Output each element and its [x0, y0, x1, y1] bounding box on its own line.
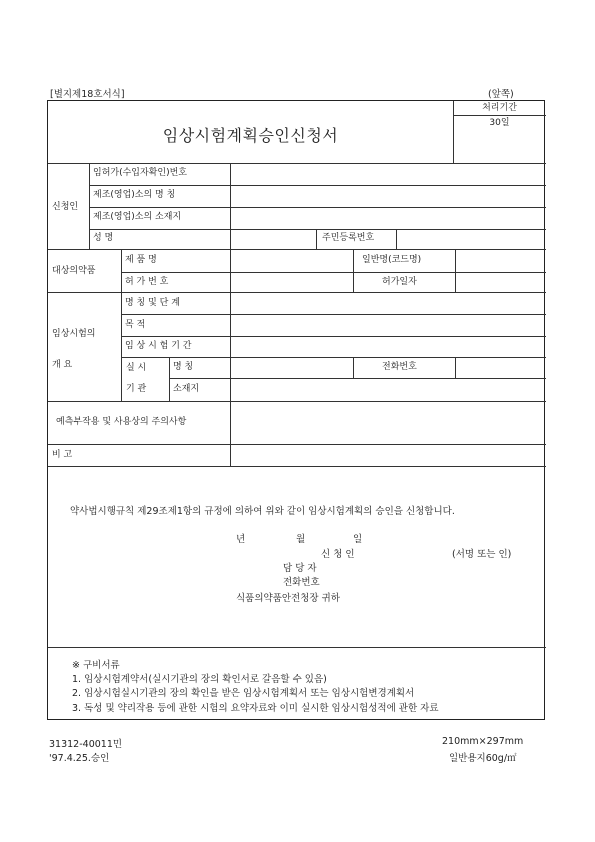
trial-period-label: 임 상 시 험 기 간 — [125, 341, 192, 351]
remarks-label: 비 고 — [52, 450, 73, 460]
signature-or-seal-label: (서명 또는 인) — [452, 549, 512, 560]
product-name-label: 제 품 명 — [125, 255, 157, 265]
permit-date-field[interactable] — [456, 273, 545, 292]
contact-phone-label: 전화번호 — [283, 577, 320, 588]
recipient-label: 식품의약품안전청장 귀하 — [236, 593, 340, 604]
purpose-label: 목 적 — [125, 320, 146, 330]
site-label-2: 기 관 — [126, 384, 147, 394]
applicant-sign-label: 신 청 인 — [321, 549, 355, 560]
site-phone-label: 전화번호 — [382, 362, 417, 372]
resident-number-label: 주민등록번호 — [322, 233, 375, 243]
paper-type: 일반용지60g/㎡ — [449, 753, 517, 764]
required-document-item: 2. 임상시험실시기관의 장의 확인을 받은 임상시험계획서 또는 임상시험변경계획서 — [72, 688, 415, 699]
applicant-name-field[interactable] — [231, 230, 316, 249]
processing-period-value: 30일 — [489, 118, 510, 128]
maker-name-label: 제조(영업)소의 명 칭 — [93, 190, 176, 200]
trial-period-field[interactable] — [231, 337, 545, 357]
site-address-field[interactable] — [231, 379, 545, 401]
generic-name-label: 일반명(코드명) — [362, 255, 422, 265]
site-label-1: 실 시 — [126, 363, 147, 373]
person-in-charge-label: 담 당 자 — [283, 563, 317, 574]
date-day-label: 일 — [353, 534, 363, 545]
remarks-field[interactable] — [231, 445, 545, 466]
form-code: 31312-40011민 — [49, 739, 123, 750]
application-form — [47, 100, 545, 720]
generic-name-field[interactable] — [456, 250, 545, 272]
page-side-label: (앞쪽) — [488, 89, 514, 100]
permit-date-label: 허가일자 — [382, 277, 417, 287]
overview-section-label: 임상시험의 — [52, 329, 96, 339]
drug-permit-number-field[interactable] — [231, 273, 353, 292]
drug-permit-number-label: 허 가 번 호 — [125, 277, 169, 287]
product-name-field[interactable] — [231, 250, 353, 272]
site-name-field[interactable] — [231, 358, 353, 378]
maker-address-label: 제조(영업)소의 소재지 — [93, 212, 182, 222]
site-name-label: 명 칭 — [173, 362, 194, 372]
applicant-name-label: 성 명 — [93, 233, 114, 243]
site-phone-field[interactable] — [456, 358, 545, 378]
maker-name-field[interactable] — [231, 186, 545, 207]
side-effects-label: 예측부작용 및 사용상의 주의사항 — [56, 417, 187, 427]
site-address-label: 소재지 — [173, 384, 200, 394]
approval-date: '97.4.25.승인 — [49, 753, 110, 764]
permit-number-label: 임허가(수입자확인)번호 — [93, 168, 187, 178]
name-phase-field[interactable] — [231, 293, 545, 314]
required-document-item: 3. 독성 및 약리작용 등에 관한 시험의 요약자료와 이미 실시한 임상시험성적에 관한 자료 — [72, 703, 439, 714]
form-number: [별지제18호서식] — [50, 89, 125, 100]
processing-period-label: 처리기간 — [482, 103, 517, 113]
side-effects-field[interactable] — [231, 402, 545, 444]
name-phase-label: 명 칭 및 단 계 — [125, 298, 180, 308]
maker-address-field[interactable] — [231, 208, 545, 229]
overview-section-suffix: 개 요 — [52, 360, 73, 370]
permit-number-field[interactable] — [231, 164, 545, 185]
date-year-label: 년 — [236, 534, 246, 545]
overview-section-label-2 — [52, 361, 116, 370]
required-documents-heading: ※ 구비서류 — [72, 660, 120, 671]
date-month-label: 월 — [296, 534, 306, 545]
target-drug-section-label: 대상의약품 — [52, 266, 96, 276]
application-statement: 약사법시행규칙 제29조제1항의 규정에 의하여 위와 같이 임상시험계획의 승인을 신청합니다. — [70, 506, 455, 517]
paper-size: 210mm×297mm — [442, 736, 524, 747]
form-title: 임상시험계획승인신청서 — [162, 126, 339, 145]
purpose-field[interactable] — [231, 315, 545, 336]
resident-number-field[interactable] — [397, 230, 545, 249]
required-document-item: 1. 임상시험계약서(실시기관의 장의 확인서로 갈음할 수 있음) — [72, 674, 327, 685]
applicant-section-label: 신청인 — [52, 202, 79, 212]
